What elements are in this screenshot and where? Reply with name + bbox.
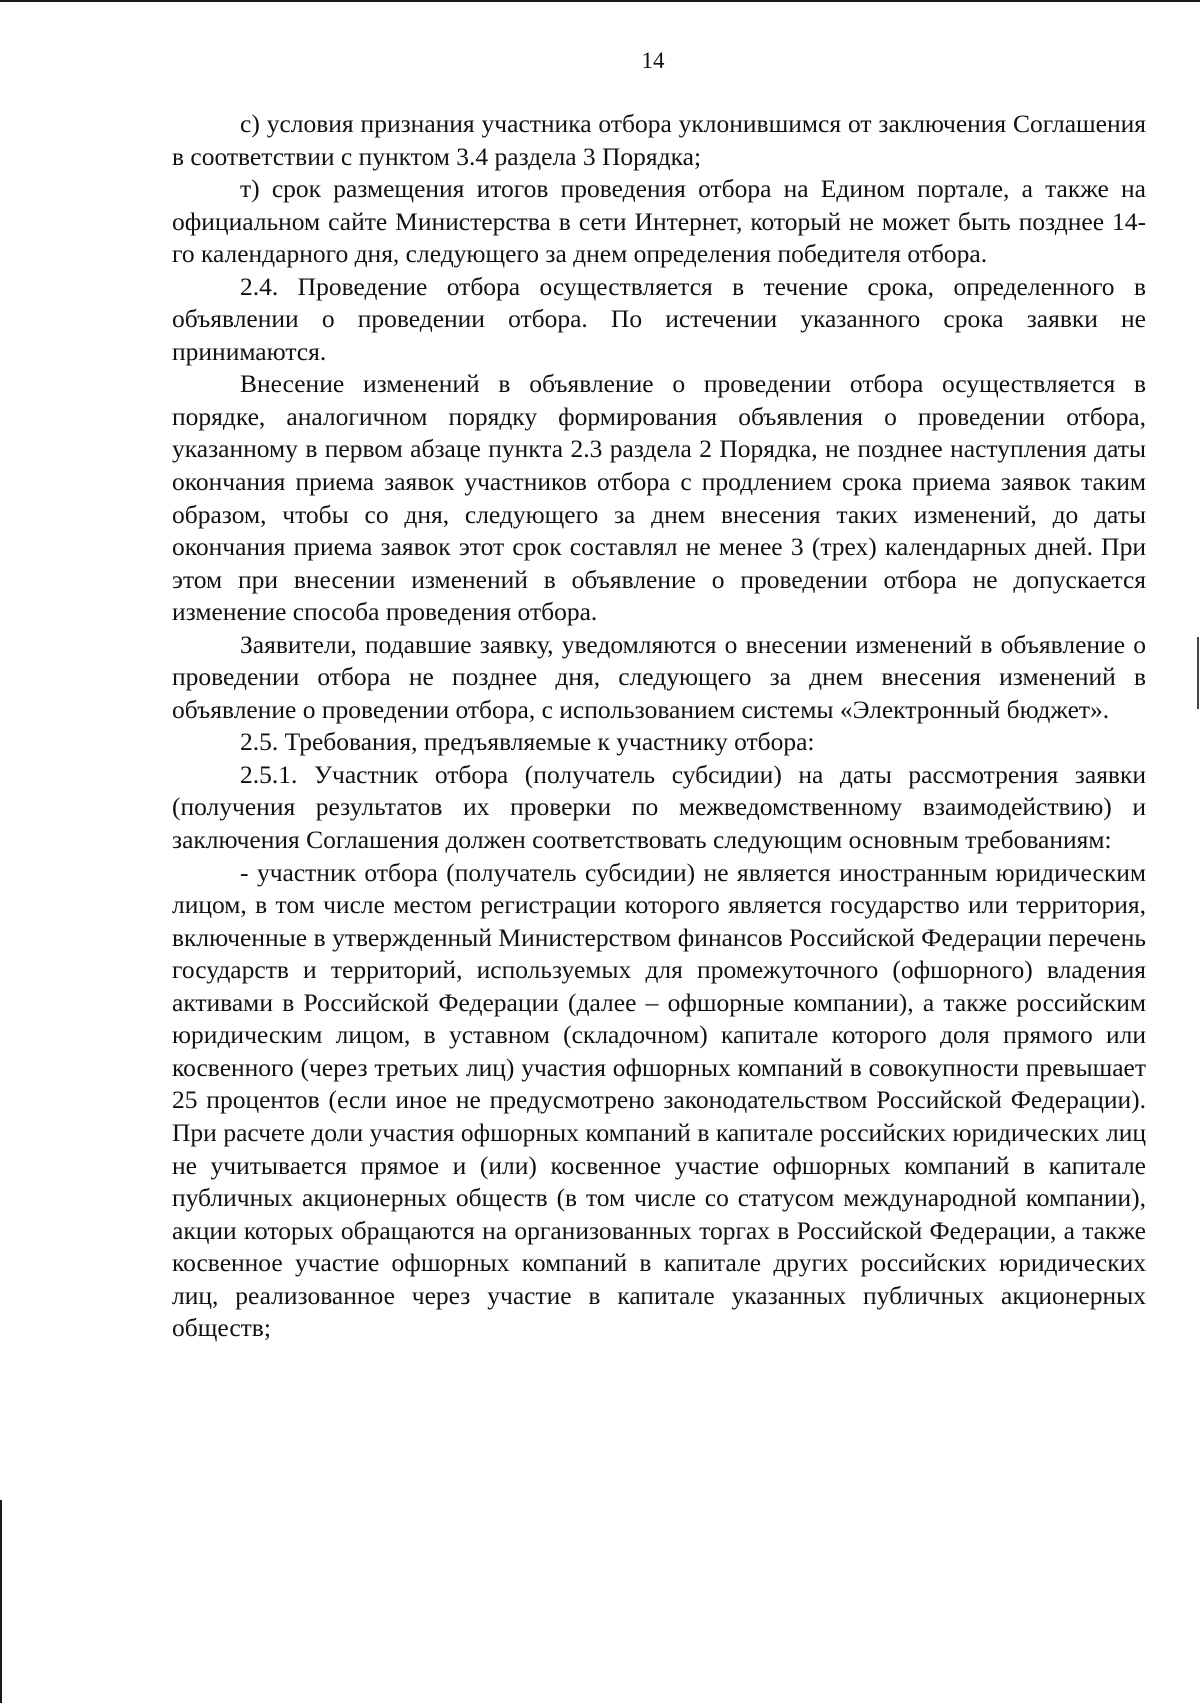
page-number: 14 [641, 48, 665, 73]
document-body [172, 108, 1146, 1345]
scan-top-edge [0, 0, 1200, 2]
paragraph-2-5-1: 2.5.1. Участник отбора (получатель субсидии) на даты рассмотрения заявки (получения результатов их проверки по межведомственному взаимодействию) и заключения Соглашения должен соответствовать следующим основным требованиям: [172, 759, 1146, 855]
paragraph-2-5: 2.5. Требования, предъявляемые к участнику отбора: [240, 727, 815, 757]
paragraph-applicants-notice: Заявители, подавшие заявку, уведомляются о внесении изменений в объявление о проведении отбора не позднее дня, следующего за днем внесения изменений в объявление о проведении отбора, с использованием системы «Электронный бюджет». [172, 629, 1146, 724]
paragraph-item-s: с) условия признания участника отбора уклонившимся от заключения Соглашения в соответствии с пунктом 3.4 раздела 3 Порядка; [172, 109, 1146, 171]
paragraph-offshore-requirement: - участник отбора (получатель субсидии) не является иностранным юридическим лицом, в том числе местом регистрации которого является государство или территория, включенные в утвержденный Министерством финансов Российской Федерации перечень государств и территорий, используемых для промежуточного (офшорного) владения активами в Российской Федерации (далее – офшорные компании), а также российским юридическим лицом, в уставном (складочном) капитале которого доля прямого или косвенного (через третьих лиц) участия офшорных компаний в совокупности превышает 25 процентов (если иное не предусмотрено законодательством Российской Федерации). При расчете доли участия офшорных компаний в капитале российских юридических лиц не учитывается прямое и (или) косвенное участие офшорных компаний в капитале публичных акционерных обществ (в том числе со статусом международной компании), акции которых обращаются на организованных торгах в Российской Федерации, а также косвенное участие офшорных компаний в капитале других российских юридических лиц, реализованное через участие в капитале указанных публичных акционерных обществ; [172, 857, 1146, 1343]
paragraph-item-t: т) срок размещения итогов проведения отбора на Едином портале, а также на официальном сайте Министерства в сети Интернет, который не может быть позднее 14-го календарного дня, следующего за днем определения победителя отбора. [172, 174, 1146, 269]
scan-left-edge [0, 1500, 2, 1703]
paragraph-amendments: Внесение изменений в объявление о проведении отбора осуществляется в порядке, аналогичном порядку формирования объявления о проведении отбора, указанному в первом абзаце пункта 2.3 раздела 2 Порядка, не позднее наступления даты окончания приема заявок участников отбора с продлением срока приема заявок таким образом, чтобы со дня, следующего за днем внесения таких изменений, до даты окончания приема заявок этот срок составлял не менее 3 (трех) календарных дней. При этом при внесении изменений в объявление о проведении отбора не допускается изменение способа проведения отбора. [172, 369, 1146, 627]
scan-right-mark [1197, 637, 1199, 709]
paragraph-2-4: 2.4. Проведение отбора осуществляется в течение срока, определенного в объявлении о проведении отбора. По истечении указанного срока заявки не принимаются. [172, 271, 1146, 366]
